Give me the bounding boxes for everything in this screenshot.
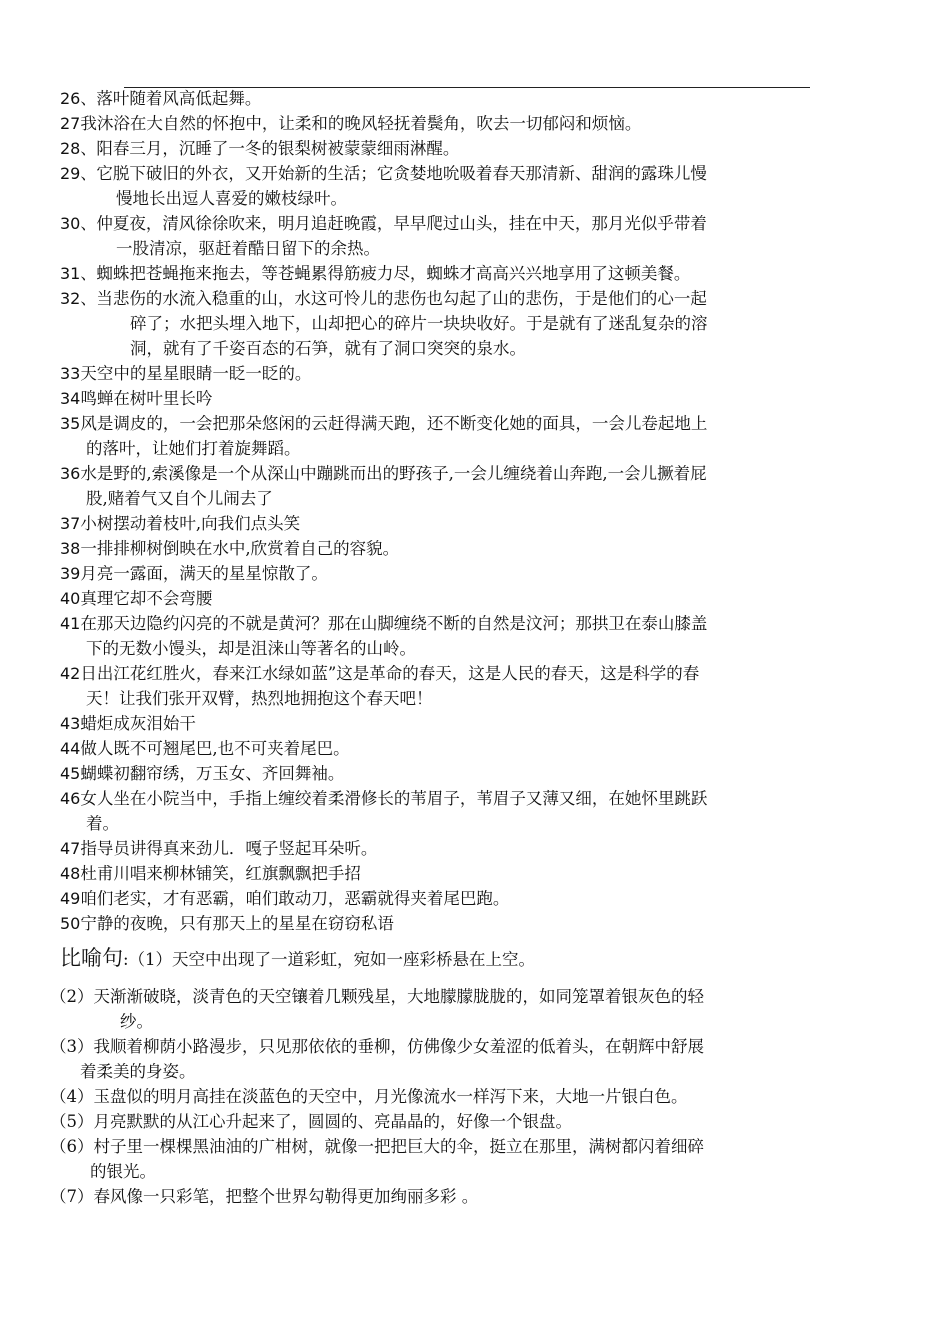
sentence-item bbox=[60, 86, 812, 111]
simile-item bbox=[50, 1034, 812, 1084]
item-text: 在那天边隐约闪亮的不就是黄河？那在山脚缠绕不断的自然是汶河；那拱卫在泰山膝盖 bbox=[80, 614, 708, 633]
item-text: 天！让我们张开双臂，热烈地拥抱这个春天吧！ bbox=[86, 689, 433, 708]
item-number: 44 bbox=[60, 739, 81, 758]
sentence-item bbox=[60, 536, 812, 561]
item-number: （5） bbox=[50, 1112, 94, 1131]
item-text: 股,赌着气又自个儿闹去了 bbox=[86, 489, 273, 508]
item-text: 阳春三月，沉睡了一冬的银梨树被蒙蒙细雨淋醒。 bbox=[96, 139, 460, 158]
item-text: 春风像一只彩笔，把整个世界勾勒得更加绚丽多彩 。 bbox=[93, 1187, 479, 1206]
item-number: 39 bbox=[60, 564, 81, 583]
sentence-item bbox=[60, 861, 812, 886]
item-number: 42 bbox=[60, 664, 81, 683]
sentence-item bbox=[60, 761, 812, 786]
item-number: 47 bbox=[60, 839, 81, 858]
sentence-item bbox=[60, 361, 812, 386]
sentence-item bbox=[60, 736, 812, 761]
item-number: 49 bbox=[60, 889, 81, 908]
item-text: 着。 bbox=[86, 814, 119, 833]
similes-heading: 比喻句 bbox=[60, 946, 123, 970]
item-text: 指导员讲得真来劲儿．嘎子竖起耳朵听。 bbox=[80, 839, 378, 858]
sentence-item bbox=[60, 161, 812, 211]
simile-item bbox=[50, 1109, 812, 1134]
item-text: 纱。 bbox=[120, 1012, 153, 1031]
item-text: 村子里一棵棵黑油油的广柑树，就像一把把巨大的伞，挺立在那里，满树都闪着细碎 bbox=[93, 1137, 704, 1156]
item-text: 小树摆动着枝叶,向我们点头笑 bbox=[80, 514, 301, 533]
item-number: 48 bbox=[60, 864, 81, 883]
item-text: 洞，就有了千姿百态的石笋，就有了洞口突突的泉水。 bbox=[130, 339, 526, 358]
item-text: 玉盘似的明月高挂在淡蓝色的天空中，月光像流水一样泻下来，大地一片银白色。 bbox=[93, 1087, 688, 1106]
item-number: （2） bbox=[50, 987, 94, 1006]
sentence-item bbox=[60, 136, 812, 161]
item-number: 37 bbox=[60, 514, 81, 533]
sentence-item bbox=[60, 511, 812, 536]
item-text: 落叶随着风高低起舞。 bbox=[96, 89, 262, 108]
item-number: 38 bbox=[60, 539, 81, 558]
sentence-item bbox=[60, 111, 812, 136]
sentence-item bbox=[60, 611, 812, 661]
item-number: 50 bbox=[60, 914, 81, 933]
sentence-item bbox=[60, 461, 812, 511]
item-number: （3） bbox=[50, 1037, 94, 1056]
item-number: 41 bbox=[60, 614, 81, 633]
sentence-item bbox=[60, 286, 812, 361]
item-text: 做人既不可翘尾巴,也不可夹着尾巴。 bbox=[80, 739, 350, 758]
item-number: 28、 bbox=[60, 139, 97, 158]
item-text: 着柔美的身姿。 bbox=[80, 1062, 196, 1081]
sentence-item bbox=[60, 561, 812, 586]
item-text: 我沐浴在大自然的怀抱中，让柔和的晚风轻抚着鬓角，吹去一切郁闷和烦恼。 bbox=[80, 114, 642, 133]
sentence-item bbox=[60, 786, 812, 836]
item-number: 43 bbox=[60, 714, 81, 733]
item-text: 蝴蝶初翻帘绣，万玉女、齐回舞袖。 bbox=[80, 764, 345, 783]
item-number: 36 bbox=[60, 464, 81, 483]
item-text: 咱们老实，才有恶霸，咱们敢动刀，恶霸就得夹着尾巴跑。 bbox=[80, 889, 510, 908]
item-text: 的银光。 bbox=[90, 1162, 156, 1181]
sentence-item bbox=[60, 411, 812, 461]
item-text: 一股清凉，驱赶着酷日留下的余热。 bbox=[116, 239, 380, 258]
item-number: 45 bbox=[60, 764, 81, 783]
item-text: 日出江花红胜火，春来江水绿如蓝”这是革命的春天，这是人民的春天，这是科学的春 bbox=[80, 664, 700, 683]
item-number: 30、 bbox=[60, 214, 97, 233]
item-text: 女人坐在小院当中，手指上缠绞着柔滑修长的苇眉子，苇眉子又薄又细，在她怀里跳跃 bbox=[80, 789, 708, 808]
simile-item-first: :（1）天空中出现了一道彩虹，宛如一座彩桥悬在上空。 bbox=[123, 950, 536, 969]
sentence-item bbox=[60, 211, 812, 261]
item-text: 它脱下破旧的外衣，又开始新的生活；它贪婪地吮吸着春天那清新、甜润的露珠儿慢 bbox=[96, 164, 707, 183]
item-number: 35 bbox=[60, 414, 81, 433]
item-text: 真理它却不会弯腰 bbox=[80, 589, 213, 608]
simile-item bbox=[50, 1134, 812, 1184]
simile-item bbox=[50, 1184, 812, 1209]
item-text: 月亮默默的从江心升起来了，圆圆的、亮晶晶的，好像一个银盘。 bbox=[93, 1112, 572, 1131]
item-text: 碎了；水把头埋入地下，山却把心的碎片一块块收好。于是就有了迷乱复杂的溶 bbox=[130, 314, 708, 333]
sentence-item bbox=[60, 586, 812, 611]
item-text: 下的无数小馒头，却是沮涞山等著名的山岭。 bbox=[86, 639, 416, 658]
sentence-item bbox=[60, 886, 812, 911]
item-text: 天渐渐破晓，淡青色的天空镶着几颗残星，大地朦朦胧胧的，如同笼罩着银灰色的轻 bbox=[93, 987, 704, 1006]
sentence-item bbox=[60, 711, 812, 736]
similes-heading-row bbox=[60, 944, 535, 974]
item-text: 慢地长出逗人喜爱的嫩枝绿叶。 bbox=[116, 189, 347, 208]
item-text: 一排排柳树倒映在水中,欣赏着自己的容貌。 bbox=[80, 539, 400, 558]
item-number: （6） bbox=[50, 1137, 94, 1156]
simile-item bbox=[50, 1084, 812, 1109]
item-number: 31、 bbox=[60, 264, 97, 283]
sentence-item bbox=[60, 911, 812, 936]
item-text: 蜡炬成灰泪始干 bbox=[80, 714, 196, 733]
item-text: 风是调皮的，一会把那朵悠闲的云赶得满天跑，还不断变化她的面具，一会儿卷起地上 bbox=[80, 414, 708, 433]
item-text: 水是野的,索溪像是一个从深山中蹦跳而出的野孩子,一会儿缠绕着山奔跑,一会儿撅着屁 bbox=[80, 464, 707, 483]
sentence-item bbox=[60, 386, 812, 411]
item-number: 32、 bbox=[60, 289, 97, 308]
item-text: 月亮一露面，满天的星星惊散了。 bbox=[80, 564, 328, 583]
item-text: 蜘蛛把苍蝇拖来拖去，等苍蝇累得筋疲力尽，蜘蛛才高高兴兴地享用了这顿美餐。 bbox=[96, 264, 691, 283]
item-text: 当悲伤的水流入稳重的山，水这可怜儿的悲伤也勾起了山的悲伤，于是他们的心一起 bbox=[96, 289, 707, 308]
item-number: 27 bbox=[60, 114, 81, 133]
item-number: （4） bbox=[50, 1087, 94, 1106]
item-text: 我顺着柳荫小路漫步，只见那依依的垂柳，仿佛像少女羞涩的低着头，在朝辉中舒展 bbox=[93, 1037, 704, 1056]
simile-item bbox=[50, 984, 812, 1034]
item-number: （7） bbox=[50, 1187, 94, 1206]
item-number: 33 bbox=[60, 364, 81, 383]
item-text: 的落叶，让她们打着旋舞蹈。 bbox=[86, 439, 301, 458]
item-text: 天空中的星星眼睛一眨一眨的。 bbox=[80, 364, 312, 383]
item-number: 26、 bbox=[60, 89, 97, 108]
sentence-item bbox=[60, 261, 812, 286]
item-number: 29、 bbox=[60, 164, 97, 183]
item-number: 46 bbox=[60, 789, 81, 808]
item-text: 鸣蝉在树叶里长吟 bbox=[80, 389, 213, 408]
sentence-item bbox=[60, 836, 812, 861]
item-number: 40 bbox=[60, 589, 81, 608]
sentence-item bbox=[60, 661, 812, 711]
item-text: 仲夏夜，清风徐徐吹来，明月追赶晚霞，早早爬过山头，挂在中天，那月光似乎带着 bbox=[96, 214, 707, 233]
item-text: 宁静的夜晚，只有那天上的星星在窃窃私语 bbox=[80, 914, 394, 933]
item-number: 34 bbox=[60, 389, 81, 408]
item-text: 杜甫川唱来柳林铺笑，红旗飘飘把手招 bbox=[80, 864, 361, 883]
